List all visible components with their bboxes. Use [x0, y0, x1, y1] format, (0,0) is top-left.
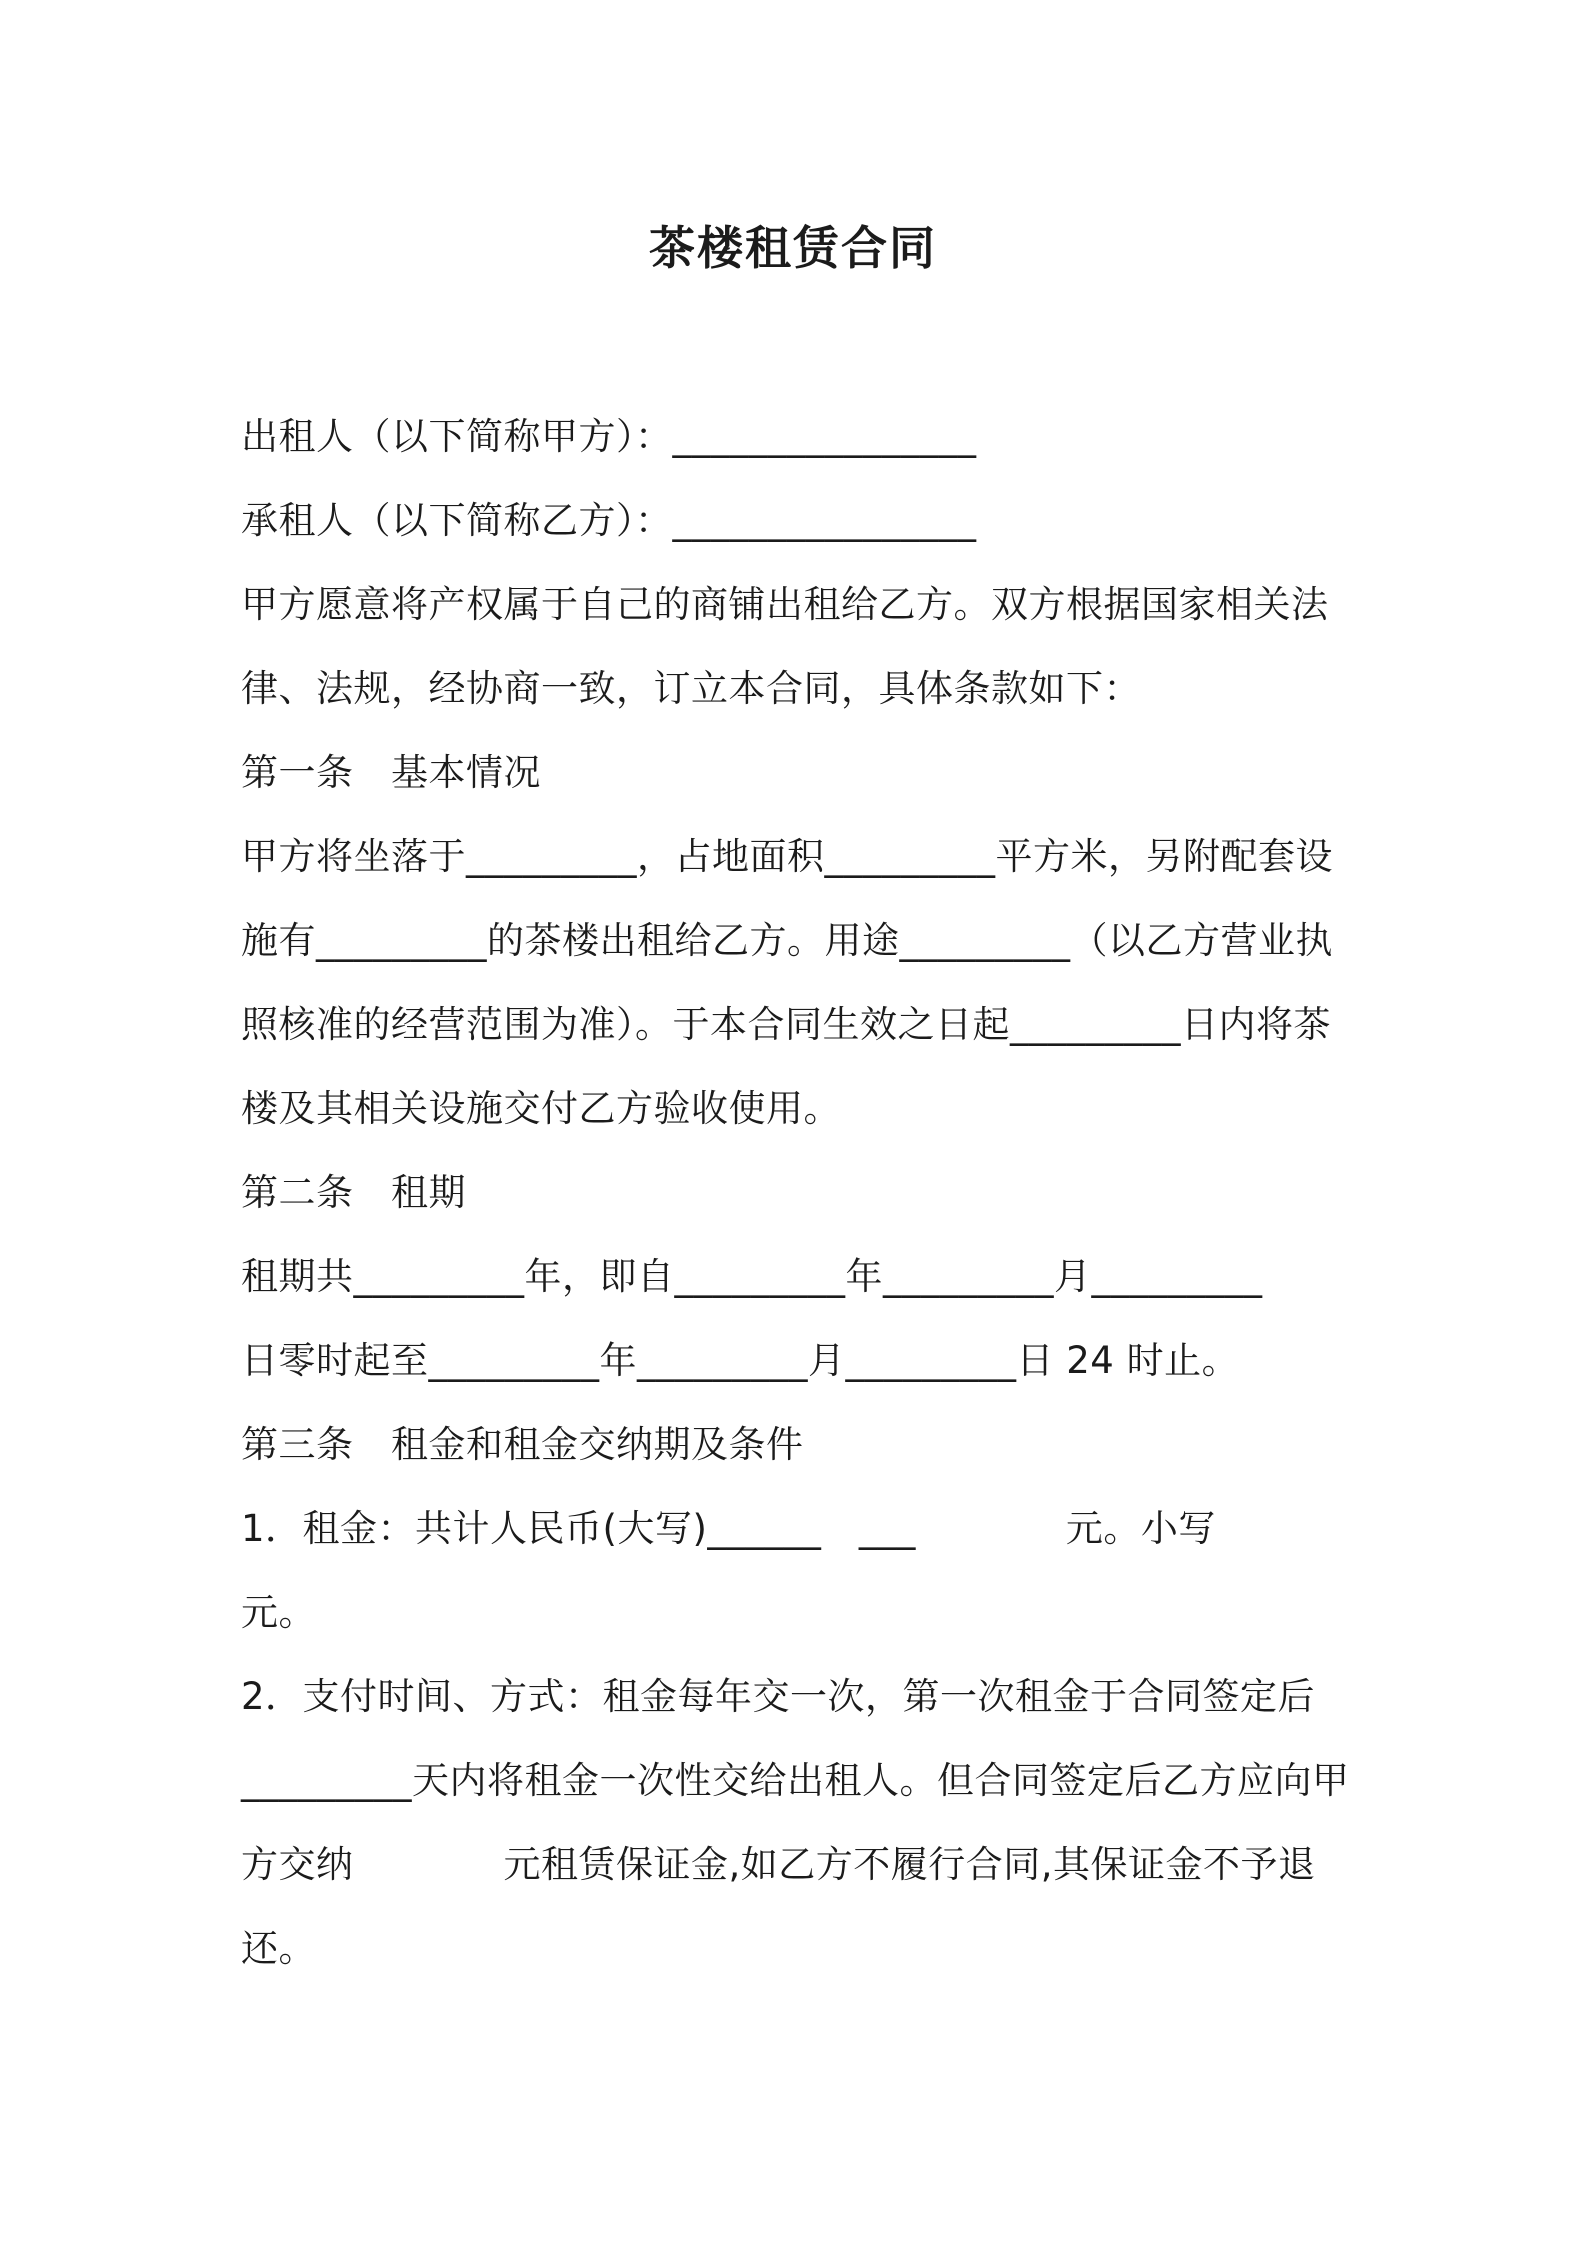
paragraph-line: 施有_________的茶楼出租给乙方。用途_________（以乙方营业执 [241, 919, 1333, 962]
paragraph-line: 元。 [241, 1591, 316, 1634]
paragraph-line: 日零时起至_________年_________月_________日 24 时止。 [241, 1339, 1240, 1382]
paragraph-line: 2．支付时间、方式：租金每年交一次，第一次租金于合同签定后 [241, 1675, 1316, 1718]
paragraph-line: 照核准的经营范围为准）。于本合同生效之日起_________日内将茶 [241, 1003, 1331, 1046]
lessee-line: 承租人（以下简称乙方）：________________ [241, 499, 977, 542]
document-title: 茶楼租赁合同 [649, 221, 937, 275]
paragraph-line: 租期共_________年，即自_________年_________月_________ [241, 1255, 1263, 1298]
paragraph-line: 方交纳 元租赁保证金,如乙方不履行合同,其保证金不予退 [241, 1843, 1316, 1886]
paragraph-line: 甲方将坐落于_________，占地面积_________平方米，另附配套设 [241, 835, 1333, 878]
paragraph-line: 1．租金：共计人民币(大写)______ ___ 元。小写 [241, 1507, 1216, 1550]
paragraph-line: 楼及其相关设施交付乙方验收使用。 [241, 1087, 841, 1130]
paragraph-line: _________天内将租金一次性交给出租人。但合同签定后乙方应向甲 [241, 1759, 1350, 1802]
article-heading: 第三条 租金和租金交纳期及条件 [241, 1423, 804, 1466]
paragraph-line: 律、法规，经协商一致，订立本合同，具体条款如下： [241, 667, 1141, 710]
article-heading: 第二条 租期 [241, 1171, 466, 1214]
lessor-line: 出租人（以下简称甲方）：________________ [241, 415, 977, 458]
paragraph-line: 甲方愿意将产权属于自己的商铺出租给乙方。双方根据国家相关法 [241, 583, 1329, 626]
paragraph-line: 还。 [241, 1927, 316, 1970]
article-heading: 第一条 基本情况 [241, 751, 541, 794]
